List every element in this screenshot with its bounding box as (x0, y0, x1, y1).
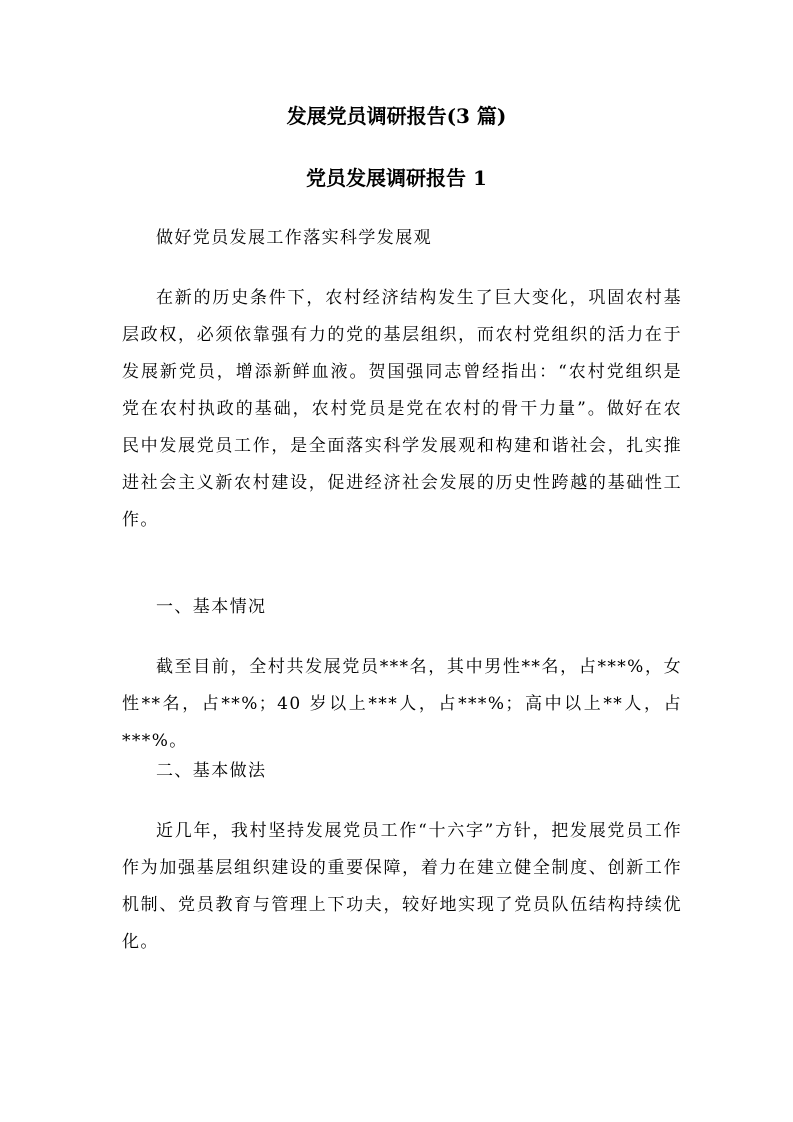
intro-heading: 做好党员发展工作落实科学发展观 (156, 228, 432, 248)
paragraph-1: 在新的历史条件下，农村经济结构发生了巨大变化，巩固农村基层政权，必须依靠强有力的党的基层组织，而农村党组织的活力在于发展新党员，增添新鲜血液。贺国强同志曾经指出：“农村党组织是党在农村执政的基础，农村党员是党在农村的骨干力量”。做好在农民中发展党员工作，是全面落实科学发展观和构建和谐社会，扎实推进社会主义新农村建设，促进经济社会发展的历史性跨越的基础性工作。 (122, 288, 682, 530)
document-subtitle: 党员发展调研报告 1 (306, 166, 487, 190)
section-1-text: 截至目前，全村共发展党员***名，其中男性**名，占***%，女性**名，占**%；40 岁以上***人，占***%；高中以上**人，占***%。 (122, 657, 682, 751)
section-1-heading: 一、基本情况 (156, 597, 267, 617)
section-2-text: 近几年，我村坚持发展党员工作“十六字”方针，把发展党员工作作为加强基层组织建设的重要保障，着力在建立健全制度、创新工作机制、党员教育与管理上下功夫，较好地实现了党员队伍结构持续优化。 (122, 821, 682, 952)
section-2-heading: 二、基本做法 (156, 761, 267, 781)
document-title: 发展党员调研报告(3 篇) (286, 104, 507, 128)
